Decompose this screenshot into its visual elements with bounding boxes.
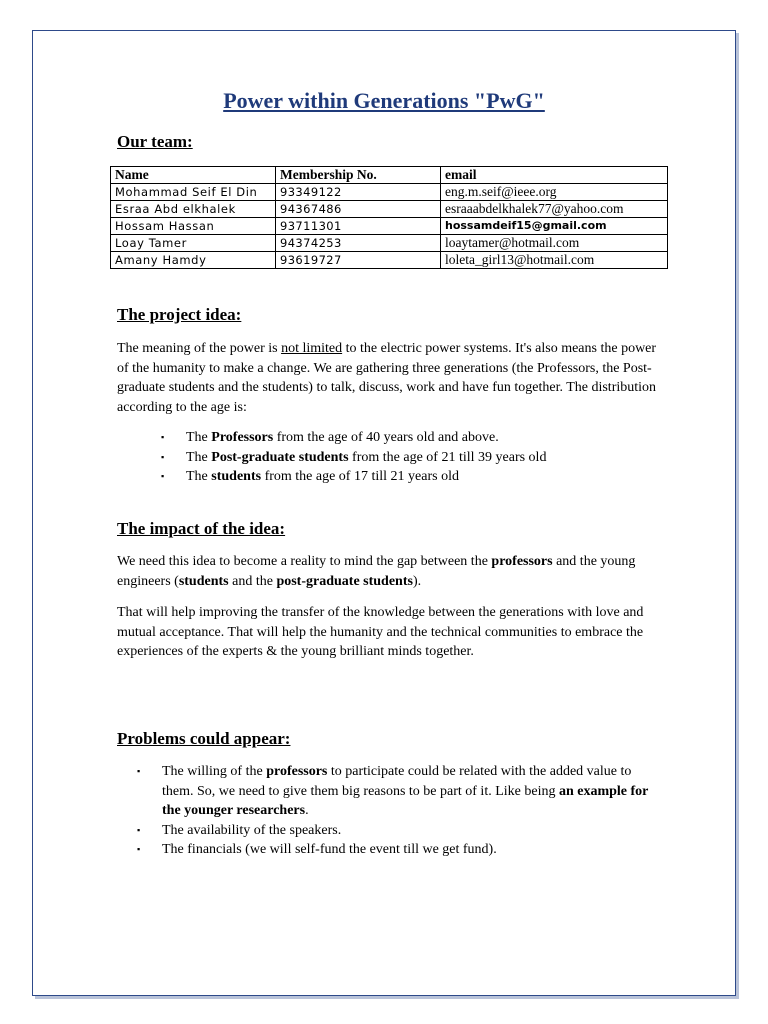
project-idea-paragraph [117,339,657,417]
member-email: loleta_girl13@hotmail.com [441,252,668,269]
text-span: and the young engineers ( [117,554,636,589]
page-title: Power within Generations "PwG" [223,88,545,113]
text-span: The financials (we will self-fund the event till we get fund). [162,842,497,857]
problems-list [137,762,662,860]
member-email: eng.m.seif@ieee.org [441,184,668,201]
member-email: hossamdeif15@gmail.com [441,218,668,235]
text-span: to participate could be related with the added value to them. So, we need to give them big reasons to be part of it. Like being [162,764,632,799]
table-row [111,235,668,252]
impact-paragraph-2: That will help improving the transfer of the knowledge between the generations with love and mutual acceptance. That will help the humanity and the technical communities to embrace the experiences of the experts & the young brilliant minds together. [117,605,644,659]
bullet-icon: ▪ [161,432,165,442]
member-number: 93619727 [276,252,441,269]
column-header-email: email [441,167,668,184]
text-span: . [305,803,309,818]
list-item [137,762,662,821]
bold-text: Professors [211,430,274,445]
bullet-icon: ▪ [161,471,165,481]
member-email: loaytamer@hotmail.com [441,235,668,252]
text-span: We need this idea to become a reality to mind the gap between the [117,554,492,569]
project-idea-heading: The project idea: [117,305,242,324]
table-row [111,252,668,269]
text-span: The [186,430,212,445]
bold-text: professors [491,554,553,569]
bold-text: professors [266,764,328,779]
text-span: from the age of 40 years old and above. [273,430,499,445]
bold-text: an example for the younger researchers [162,783,649,818]
text-span: The meaning of the power is [117,341,282,356]
text-span: The availability of the speakers. [162,822,342,838]
team-table [110,166,668,269]
member-number: 93349122 [276,184,441,201]
table-row [111,201,668,218]
impact-paragraph-1 [117,552,657,591]
bold-text: Post-graduate students [211,449,349,465]
text-span: from the age of 17 till 21 years old [261,469,459,484]
bold-text: students [211,469,262,484]
table-header-row [111,167,668,184]
list-item [161,467,546,487]
bold-text: students [178,573,229,589]
impact-heading: The impact of the idea: [117,519,286,538]
text-span: to the electric power systems. It's also means the power of the humanity to make a change. We are gathering three generations (the Professors, the Post-graduate students and the students) to talk, discuss, work and have fun together. The distribution according to the age is: [117,341,657,415]
text-span: The [186,449,212,465]
table-row [111,218,668,235]
age-distribution-list [161,428,547,487]
list-item [137,821,662,841]
text-span: The willing of the [162,764,267,779]
member-name: Amany Hamdy [111,252,276,269]
column-header-name: Name [111,167,276,184]
column-header-membership: Membership No. [276,167,441,184]
list-item [137,840,662,860]
team-heading: Our team: [117,132,193,151]
bullet-icon: ▪ [137,844,141,854]
member-email: esraaabdelkhalek77@yahoo.com [441,201,668,218]
text-span: The [186,469,212,484]
bullet-icon: ▪ [137,824,141,835]
table-row [111,184,668,201]
bullet-icon: ▪ [161,451,165,462]
bullet-icon: ▪ [137,766,141,776]
text-span: and the [228,573,277,589]
member-name: Esraa Abd elkhalek [111,201,276,218]
list-item [161,448,547,468]
member-name: Mohammad Seif El Din [111,184,276,201]
text-span: from the age of 21 till 39 years old [348,449,547,465]
list-item [161,428,546,448]
problems-heading: Problems could appear: [117,729,291,748]
text-span: ). [412,573,422,589]
member-number: 94374253 [276,235,441,252]
member-name: Hossam Hassan [111,218,276,235]
member-number: 94367486 [276,201,441,218]
member-name: Loay Tamer [111,235,276,252]
underlined-text: not limited [281,341,343,356]
bold-text: post-graduate students [276,573,413,589]
member-number: 93711301 [276,218,441,235]
